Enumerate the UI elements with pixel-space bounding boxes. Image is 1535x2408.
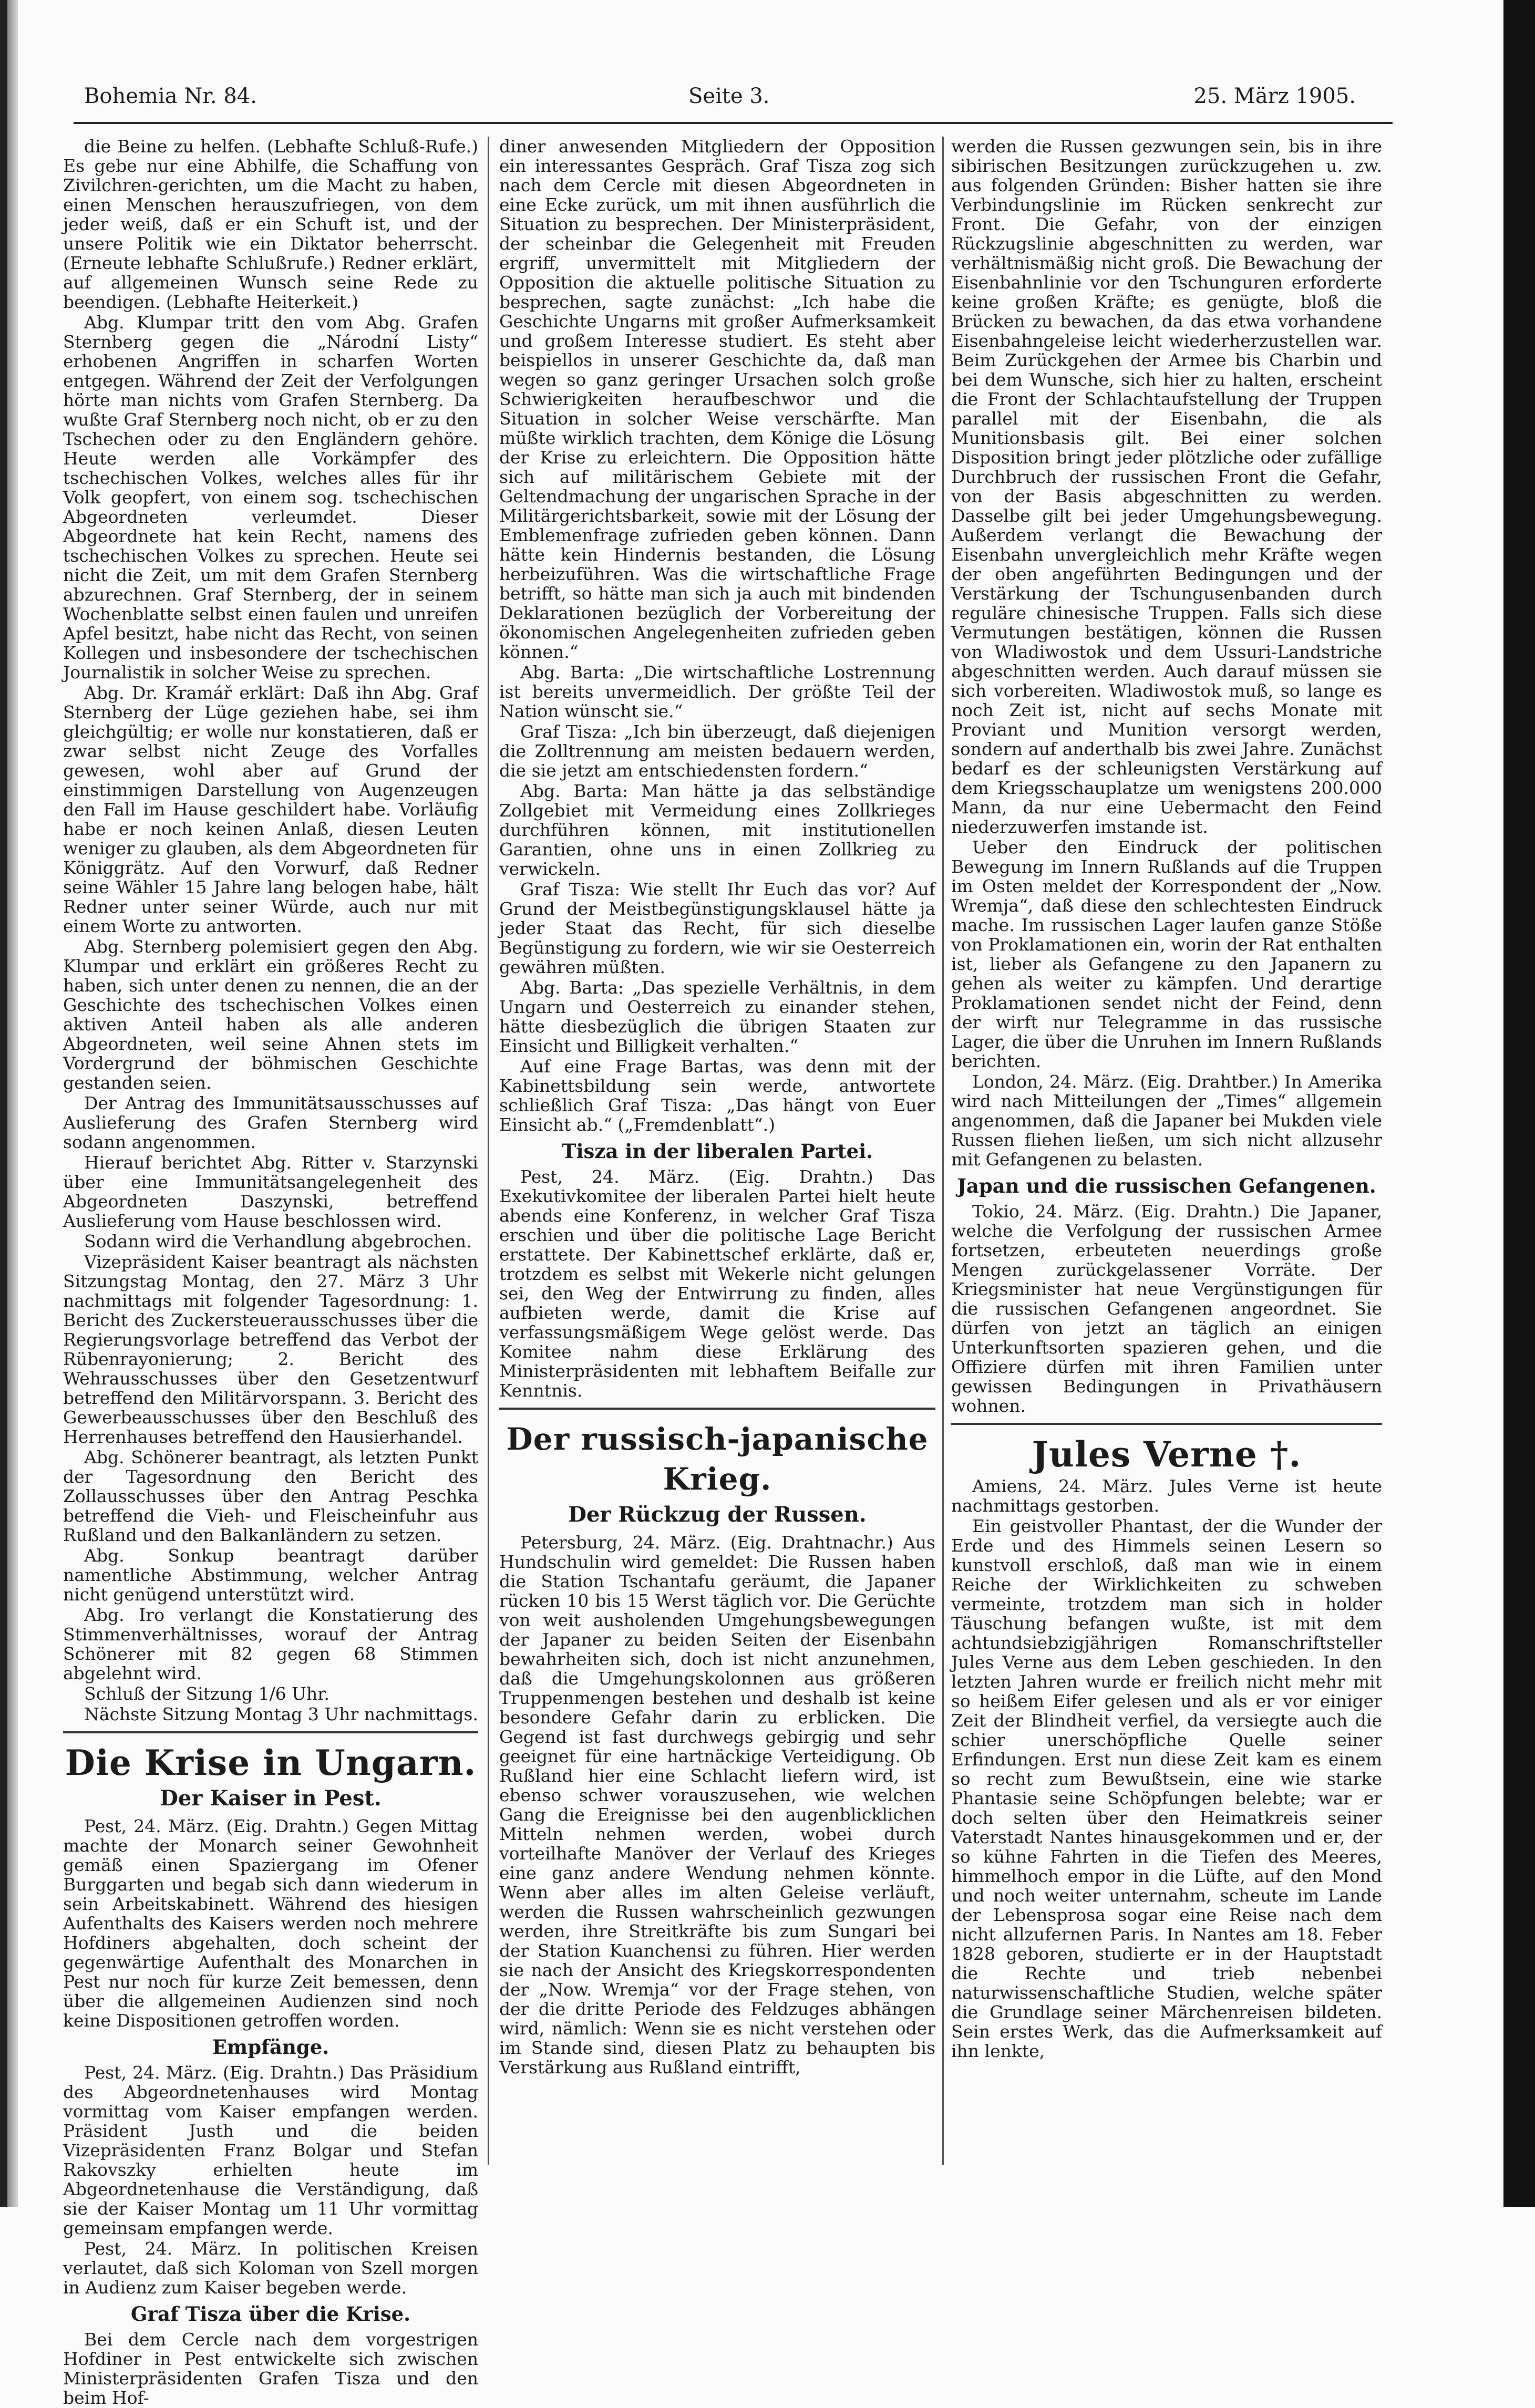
- article-paragraph: Bei dem Cercle nach dem vorgestrigen Hofdiner in Pest entwickelte sich zwischen Ministerpräsidenten Grafen Tisza und den beim Hof-: [63, 2329, 478, 2408]
- article-paragraph: Abg. Dr. Kramář erklärt: Daß ihn Abg. Graf Sternberg der Lüge geziehen habe, sei ihm gleichgültig; er wolle nur konstatieren, daß er zwar selbst nicht Zeuge des Vorfalles gewesen, wohl aber auf Grund der einstimmigen Darstellung von Augenzeugen den Fall im Hause geschildert habe. Vorläufig habe er noch keinen Anlaß, diesen Leuten weniger zu glauben, als dem Abgeordneten für Königgrätz. Auf den Vorwurf, daß Redner seine Wähler 15 Jahre lang belogen habe, hält Redner unter seiner Würde, auch nur mit einem Worte zu antworten.: [63, 683, 478, 936]
- column-rule-2: [942, 137, 944, 2165]
- article-paragraph: London, 24. März. (Eig. Drahtber.) In Amerika wird nach Mitteilungen der „Times“ allgemein angenommen, daß die Japaner bei Mukden viele Russen fliehen ließen, um sich nicht allzusehr mit Gefangenen zu belasten.: [951, 1071, 1382, 1170]
- subheadline-kaiser-pest: Der Kaiser in Pest.: [160, 1786, 382, 1811]
- article-paragraph: werden die Russen gezwungen sein, bis in ihre sibirischen Besitzungen zurückzugehen u. zw. aus folgenden Gründen: Bisher hatten sie ihre Verbindungslinie im Rücken senkrecht zur Front. Die Gefahr, von der einzigen Rückzugslinie abgeschnitten zu werden, war verhältnismäßig nicht groß. Die Bewachung der Eisenbahnlinie vor den Tschunguren erforderte keine großen Kräfte; es genügte, bloß die Brücken zu bewachen, da das etwa vorhandene Eisenbahngeleise leicht wiederherzustellen war. Beim Zurückgehen der Armee bis Charbin und bei dem Wunsche, sich hier zu halten, erscheint die Front der Schlachtaufstellung der Truppen parallel mit der Eisenbahn, die als Munitionsbasis gilt. Bei einer solchen Disposition bringt jeder plötzliche oder zufällige Durchbruch der russischen Front die Gefahr, von der Basis abgeschnitten zu werden. Dasselbe gilt bei jeder Umgehungsbewegung. Außerdem verlangt die Bewachung der Eisenbahn unvergleichlich mehr Kräfte wegen der oben angeführten Bedingungen und der Verstärkung der Tschungusenbanden durch reguläre chinesische Truppen. Falls sich diese Vermutungen bestätigen, können die Russen von Wladiwostok und dem Ussuri-Landstriche abgeschnitten werden. Auch darauf müssen sie sich vorbereiten. Wladiwostok muß, so lange es noch Zeit ist, nicht auf sechs Monate mit Proviant und Munition versorgt werden, sondern auf anderthalb bis zwei Jahre. Zunächst bedarf es der schleunigsten Verstärkung auf dem Kriegsschauplatze um wenigstens 200.000 Mann, da nur eine Uebermacht den Feind niederzuwerfen imstande ist.: [951, 136, 1382, 837]
- article-paragraph: Abg. Sonkup beantragt darüber namentliche Abstimmung, welcher Antrag nicht genügend unterstützt wird.: [63, 1545, 478, 1605]
- header-date: 25. März 1905.: [1193, 84, 1356, 108]
- article-paragraph: Pest, 24. März. (Eig. Drahtn.) Das Präsidium des Abgeordnetenhauses wird Montag vormittag vom Kaiser empfangen werden. Präsident Justh und die beiden Vizepräsidenten Franz Bolgar und Stefan Rakovszky erhielten heute im Abgeordnetenhause die Verständigung, daß sie der Kaiser Montag um 11 Uhr vormittag gemeinsam empfangen werde.: [63, 2062, 478, 2238]
- subheadline-rueckzug-russen: Der Rückzug der Russen.: [568, 1502, 867, 1527]
- headline-russisch-japanischer-krieg: Der russisch-japanische Krieg.: [506, 1421, 929, 1497]
- article-paragraph: Hierauf berichtet Abg. Ritter v. Starzynski über eine Immunitätsangelegenheit des Abgeordneten Daszynski, betreffend Auslieferung vom Hause beschlossen wird.: [63, 1152, 478, 1231]
- article-paragraph: Sodann wird die Verhandlung abgebrochen.: [84, 1231, 472, 1252]
- page-header: [84, 84, 1356, 121]
- article-paragraph: Pest, 24. März. In politischen Kreisen verlautet, daß sich Koloman von Szell morgen in Audienz zum Kaiser begeben werde.: [63, 2238, 478, 2298]
- column-rule-1: [488, 137, 489, 2165]
- article-paragraph: Vizepräsident Kaiser beantragt als nächsten Sitzungstag Montag, den 27. März 3 Uhr nachmittags mit folgender Tagesordnung: 1. Bericht des Zuckersteuerausschusses über die Regierungsvorlage betreffend das Verbot der Rübenrayonierung; 2. Bericht des Wehrausschusses über den Gesetzentwurf betreffend den Militärvorspann. 3. Bericht des Gewerbeausschusses über den Beschluß des Herrenhauses betreffend den Hausierhandel.: [63, 1252, 478, 1447]
- column-3: [951, 137, 1382, 2165]
- scan-edge-right: [1503, 0, 1535, 2207]
- article-paragraph: die Beine zu helfen. (Lebhafte Schluß-Rufe.) Es gebe nur eine Abhilfe, die Schaffung von Zivilchren-gerichten, um die Macht zu haben, einen Menschen herauszufriegen, von dem jeder weiß, daß er ein Schuft ist, und der unsere Politik wie ein Diktator beherrscht. (Erneute lebhafte Schlußrufe.) Redner erklärt, auf allgemeinen Wunsch seine Rede zu beendigen. (Lebhafte Heiterkeit.): [63, 136, 478, 312]
- column-1: [63, 136, 478, 2408]
- article-paragraph: Abg. Barta: „Das spezielle Verhältnis, in dem Ungarn und Oesterreich zu einander stehen, hätte diesbezüglich die übrigen Staaten zur Einsicht und Billigkeit verhalten.“: [499, 977, 935, 1056]
- scan-edge-left: [0, 0, 7, 2207]
- section-rule: [63, 1731, 478, 1733]
- article-paragraph: Graf Tisza: „Ich bin überzeugt, daß diejenigen die Zolltrennung am meisten bedauern werden, die sie jetzt am entschiedensten fordern.“: [499, 721, 935, 781]
- article-paragraph: Petersburg, 24. März. (Eig. Drahtnachr.) Aus Hundschulin wird gemeldet: Die Russen haben die Station Tschantafu geräumt, die Japaner rücken 10 bis 15 Werst täglich vor. Die Gerüchte von weit ausholenden Umgehungsbewegungen der Japaner zu beiden Seiten der Eisenbahn bewahrheiten sich, doch ist nicht anzunehmen, daß die Umgehungskolonnen aus größeren Truppenmengen bestehen und deshalb ist keine besondere Gefahr darin zu erblicken. Die Gegend ist fast durchwegs gebirgig und sehr geeignet für eine hartnäckige Verteidigung. Ob Rußland hier eine Schlacht liefern wird, ist ebenso schwer vorauszusehen, wie welchen Gang die Ereignisse bei den augenblicklichen Mitteln nehmen werden, wobei durch vorteilhafte Manöver der Verlauf des Krieges eine ganz andere Wendung nehmen könnte. Wenn aber alles im alten Geleise verläuft, werden die Russen wahrscheinlich gezwungen werden, ihre Streitkräfte bis zum Sungari bei der Station Kuanchensi zu führen. Hier werden sie nach der Ansicht des Kriegskorrespondenten der „Now. Wremja“ vor der Frage stehen, von der die dritte Periode des Feldzuges abhängen wird, nämlich: Wenn sie es nicht verstehen oder im Stande sind, diesen Platz zu behaupten bis Verstärkung aus Rußland eintrifft,: [499, 1532, 935, 2078]
- article-paragraph: Abg. Schönerer beantragt, als letzten Punkt der Tagesordnung den Bericht des Zollausschusses über den Antrag Peschka betreffend die Vieh- und Fleischeinfuhr aus Rußland und den Balkanländern zu setzen.: [63, 1447, 478, 1545]
- subheadline-tisza-liberale-partei: Tisza in der liberalen Partei.: [561, 1140, 873, 1163]
- article-paragraph: Graf Tisza: Wie stellt Ihr Euch das vor? Auf Grund der Meistbegünstigungsklausel hätte ja jeder Staat das Recht, für sich dieselbe Begünstigung zu fordern, wie wir sie Oesterreich gewähren müßten.: [499, 879, 935, 977]
- article-paragraph: Amiens, 24. März. Jules Verne ist heute nachmittags gestorben.: [951, 1476, 1382, 1516]
- article-paragraph: Schluß der Sitzung 1/6 Uhr.: [84, 1683, 329, 1704]
- article-paragraph: Der Antrag des Immunitätsausschusses auf Auslieferung des Grafen Sternberg wird sodann angenommen.: [63, 1093, 478, 1152]
- article-paragraph: diner anwesenden Mitgliedern der Opposition ein interessantes Gespräch. Graf Tisza zog sich nach dem Cercle mit diesen Abgeordneten in eine Ecke zurück, um mit ihnen ausführlich die Situation zu besprechen. Der Ministerpräsident, der scheinbar die Gelegenheit mit Freuden ergriff, unvermittelt mit Mitgliedern der Opposition die aktuelle politische Situation zu besprechen, sagte zunächst: „Ich habe die Geschichte Ungarns mit großer Aufmerksamkeit und großem Interesse studiert. Es steht aber beispiellos in unserer Geschichte da, daß man wegen so ganz geringer Ursachen solch große Schwierigkeiten heraufbeschwor und die Situation in solcher Weise verschärfte. Man müßte wirklich trachten, dem Könige die Lösung der Krise zu erleichtern. Die Opposition hätte sich auf militärischem Gebiete mit der Geltendmachung der ungarischen Sprache in der Militärgerichtsbarkeit, sowie mit der Lösung der Emblemenfrage zufrieden geben können. Dann hätte kein Hindernis bestanden, die Lösung herbeizuführen. Was die wirtschaftliche Frage betrifft, so hätte man sich ja auch mit bindenden Deklarationen bezüglich der Vorbereitung der ökonomischen Angelegenheiten zufrieden geben können.“: [499, 136, 935, 662]
- article-paragraph: Ein geistvoller Phantast, der die Wunder der Erde und des Himmels seinen Lesern so kunstvoll erschloß, daß man wie in einem Reiche der Wirklichkeiten zu schweben vermeinte, trotzdem man sich in holder Täuschung befangen wußte, ist mit dem achtundsiebzigjährigen Romanschriftsteller Jules Verne aus dem Leben geschieden. In den letzten Jahren wurde er freilich nicht mehr mit so heißem Eifer gelesen und als er vor einiger Zeit der Blindheit verfiel, da versiegte auch die schier unerschöpfliche Quelle seiner Erfindungen. Erst nun diese Zeit kam es einem so recht zum Bewußtsein, eine wie starke Phantasie seine Schöpfungen belebte; war er doch selten über den Heimatkreis seiner Vaterstadt Nantes hinausgekommen und er, der so kühne Fahrten in die Tiefen des Meeres, himmelhoch empor in die Lüfte, auf den Mond und noch weiter unternahm, scheute im Lande der Lebensprosa sogar eine Reise nach dem nicht allzufernen Paris. In Nantes am 18. Feber 1828 geboren, studierte er in der Hauptstadt die Rechte und trieb nebenbei naturwissenschaftliche Studien, welche später die Grundlage seiner Märchenreisen bildeten. Sein erstes Werk, das die Aufmerksamkeit auf ihn lenkte,: [951, 1516, 1382, 2061]
- article-paragraph: Pest, 24. März. (Eig. Drahtn.) Gegen Mittag machte der Monarch seiner Gewohnheit gemäß einen Spaziergang im Ofener Burggarten und begab sich dann wiederum in sein Arbeitskabinett. Während des hiesigen Aufenthalts des Kaisers werden noch mehrere Hofdiners abgehalten, doch scheint der gegenwärtige Aufenthalt des Monarchen in Pest nur noch für kurze Zeit bemessen, denn über die allgemeinen Audienzen sind noch keine Dispositionen getroffen worden.: [63, 1816, 478, 2031]
- column-2: [499, 137, 935, 2165]
- subheadline-empfaenge: Empfänge.: [212, 2035, 329, 2059]
- headline-krise-ungarn: Die Krise in Ungarn.: [65, 1742, 477, 1783]
- subheadline-tisza-krise: Graf Tisza über die Krise.: [130, 2302, 411, 2326]
- article-paragraph: Auf eine Frage Bartas, was denn mit der Kabinettsbildung sein werde, antwortete schließlich Graf Tisza: „Das hängt von Euer Einsicht ab.“ („Fremdenblatt“.): [499, 1056, 935, 1135]
- article-paragraph: Abg. Barta: Man hätte ja das selbständige Zollgebiet mit Vermeidung eines Zollkrieges durchführen können, mit institutionellen Garantien, ohne uns in einen Zollkrieg zu verwickeln.: [499, 781, 935, 879]
- headline-jules-verne: Jules Verne †.: [1032, 1434, 1302, 1475]
- article-paragraph: Nächste Sitzung Montag 3 Uhr nachmittags.: [84, 1704, 478, 1724]
- section-rule: [951, 1423, 1382, 1425]
- article-paragraph: Pest, 24. März. (Eig. Drahtn.) Das Exekutivkomitee der liberalen Partei hielt heute abends eine Konferenz, in welcher Graf Tisza erschien und über die politische Lage Bericht erstattete. Der Kabinettschef erklärte, daß er, trotzdem es selbst mit Wekerle nicht gelungen sei, den Weg der Entwirrung zu finden, alles aufbieten werde, damit die Krise auf verfassungsmäßigem Wege gelöst werde. Das Komitee nahm diese Erklärung des Ministerpräsidenten mit lebhaftem Beifalle zur Kenntnis.: [499, 1166, 935, 1401]
- header-publication: Bohemia Nr. 84.: [84, 84, 257, 108]
- article-paragraph: Abg. Barta: „Die wirtschaftliche Lostrennung ist bereits unvermeidlich. Der größte Teil der Nation wünscht sie.“: [499, 662, 935, 721]
- header-rule: [74, 122, 1393, 124]
- binding-shadow: [7, 0, 18, 2207]
- article-paragraph: Ueber den Eindruck der politischen Bewegung im Innern Rußlands auf die Truppen im Osten meldet der Korrespondent der „Now. Wremja“, daß diese den schlechtesten Eindruck mache. Im russischen Lager laufen ganze Stöße von Proklamationen ein, worin der Rat enthalten ist, lieber als Gefangene zu den Japanern zu gehen als weiter zu kämpfen. Und derartige Proklamationen sendet nicht der Feind, denn der wirft nur Telegramme in das russische Lager, die über die Unruhen im Innern Rußlands berichten.: [951, 837, 1382, 1071]
- article-paragraph: Abg. Sternberg polemisiert gegen den Abg. Klumpar und erklärt ein größeres Recht zu haben, sich unter denen zu nennen, die an der Geschichte des tschechischen Volkes einen aktiven Anteil haben als alle anderen Abgeordneten, weil seine Ahnen stets im Vordergrund der böhmischen Geschichte gestanden seien.: [63, 936, 478, 1093]
- section-rule: [499, 1408, 935, 1410]
- article-paragraph: Abg. Klumpar tritt den vom Abg. Grafen Sternberg gegen die „Národní Listy“ erhobenen Angriffen in scharfen Worten entgegen. Während der Zeit der Verfolgungen hörte man nichts vom Grafen Sternberg. Da wußte Graf Sternberg noch nicht, ob er zu den Tschechen oder zu den Engländern gehöre. Heute werden alle Vorkämpfer des tschechischen Volkes, welches alles für ihr Volk geopfert, von einem sog. tschechischen Abgeordneten verleumdet. Dieser Abgeordnete hat kein Recht, namens des tschechischen Volkes zu sprechen. Heute sei nicht die Zeit, um mit dem Grafen Sternberg abzurechnen. Graf Sternberg, der in seinem Wochenblatte selbst einen faulen und unreifen Apfel besitzt, habe nicht das Recht, von seinen Kollegen und insbesondere der tschechischen Journalistik in solcher Weise zu sprechen.: [63, 312, 478, 683]
- article-paragraph: Tokio, 24. März. (Eig. Drahtn.) Die Japaner, welche die Verfolgung der russischen Armee fortsetzen, erbeuteten neuerdings große Mengen zurückgelassener Vorräte. Der Kriegsminister hat neue Vergünstigungen für die russischen Gefangenen angeordnet. Sie dürfen von jetzt an täglich an einigen Unterkunftsorten spazieren gehen, und die Offiziere dürfen mit ihren Familien unter gewissen Bedingungen in Privathäusern wohnen.: [951, 1201, 1382, 1416]
- header-page-number: Seite 3.: [688, 84, 770, 108]
- article-paragraph: Abg. Iro verlangt die Konstatierung des Stimmenverhältnisses, worauf der Antrag Schönerer mit 82 gegen 68 Stimmen abgelehnt wird.: [63, 1605, 478, 1683]
- subheadline-japan-gefangene: Japan und die russischen Gefangenen.: [957, 1174, 1376, 1197]
